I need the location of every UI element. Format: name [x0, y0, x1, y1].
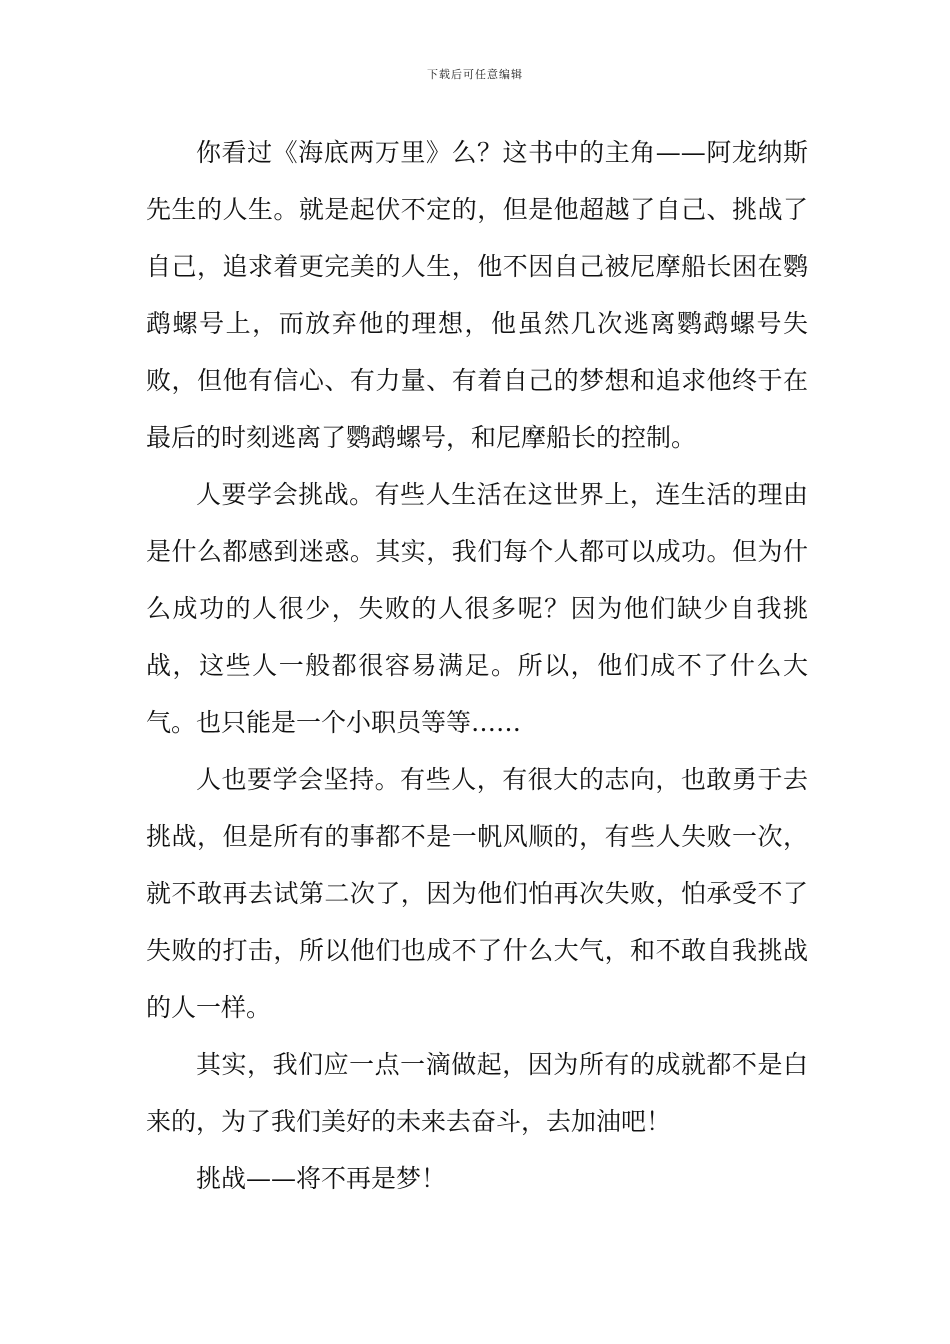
paragraph-2: 人要学会挑战。有些人生活在这世界上，连生活的理由是什么都感到迷惑。其实，我们每个人都可以成功。但为什么成功的人很少，失败的人很多呢？因为他们缺少自我挑战，这些人一般都很容易满足。所以，他们成不了什么大气。也只能是一个小职员等等……	[146, 480, 808, 737]
document-body	[146, 124, 808, 1207]
paragraph-4: 其实，我们应一点一滴做起，因为所有的成就都不是白来的，为了我们美好的未来去奋斗，去加油吧！	[146, 1050, 808, 1136]
paragraph-1: 你看过《海底两万里》么？这书中的主角——阿龙纳斯先生的人生。就是起伏不定的，但是他超越了自己、挑战了自己，追求着更完美的人生，他不因自己被尼摩船长困在鹦鹉螺号上，而放弃他的理想，他虽然几次逃离鹦鹉螺号失败，但他有信心、有力量、有着自己的梦想和追求他终于在最后的时刻逃离了鹦鹉螺号，和尼摩船长的控制。	[146, 138, 808, 452]
paragraph-5: 挑战——将不再是梦！	[196, 1164, 447, 1193]
page-header: 下载后可任意编辑	[427, 68, 523, 81]
paragraph-3: 人也要学会坚持。有些人，有很大的志向，也敢勇于去挑战，但是所有的事都不是一帆风顺的，有些人失败一次，就不敢再去试第二次了，因为他们怕再次失败，怕承受不了失败的打击，所以他们也成不了什么大气，和不敢自我挑战的人一样。	[146, 765, 808, 1022]
